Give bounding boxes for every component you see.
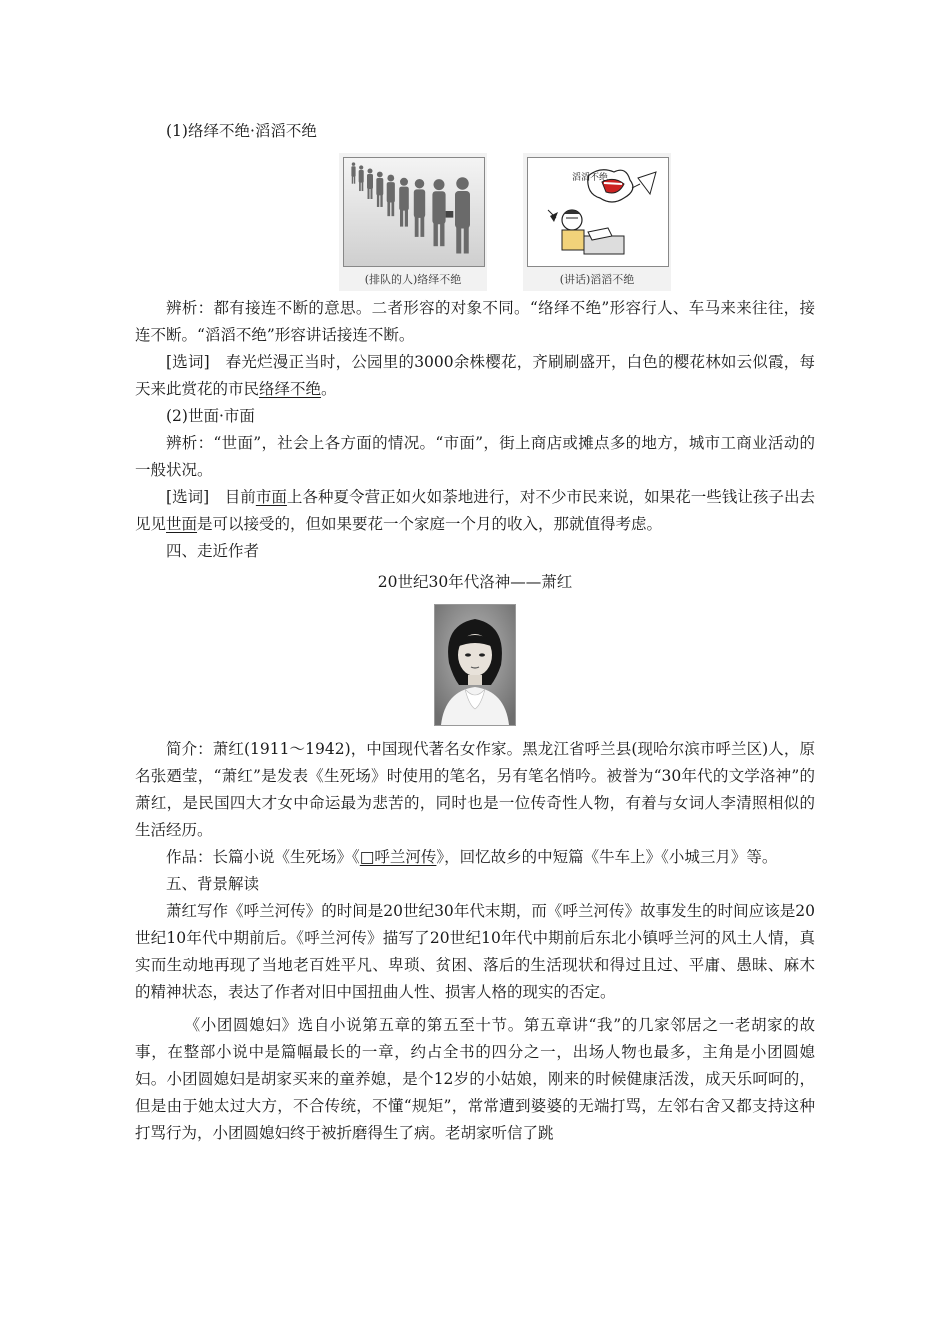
author-intro: 简介：萧红(1911～1942)，中国现代著名女作家。黑龙江省呼兰县(现哈尔滨市呼兰区)人，原名张廼莹，“萧红”是发表《生死场》时使用的笔名，另有笔名悄吟。被誉为“30年代的文学洛神”的萧红，是民国四大才女中命运最为悲苦的，同时也是一位传奇性人物，有着与女词人李清照相似的生活经历。	[135, 740, 815, 839]
queue-of-people-illustration	[343, 157, 485, 267]
section2-example: [选词] 目前市面上各种夏令营正如火如荼地进行，对不少市民来说，如果花一些钱让孩子出去见见世面是可以接受的，但如果要花一个家庭一个月的收入，那就值得考虑。	[135, 488, 815, 533]
section2-heading: (2)世面·市面	[166, 407, 255, 425]
section1-heading: (1)络绎不绝·滔滔不绝	[166, 122, 317, 140]
xiao-hong-portrait	[434, 604, 516, 726]
speech-text: 滔滔不绝	[572, 173, 609, 183]
figure-talking	[523, 153, 671, 291]
section1-analysis: 辨析：都有接连不断的意思。二者形容的对象不同。“络绎不绝”形容行人、车马来来往往，接连不断。“滔滔不绝”形容讲话接连不断。	[135, 299, 815, 344]
talking-cartoon-illustration	[527, 157, 669, 267]
figure-queue	[339, 153, 487, 291]
section5-heading: 五、背景解读	[166, 875, 260, 893]
section4-heading: 四、走近作者	[166, 542, 260, 560]
figure-caption: (讲话)滔滔不绝	[559, 273, 635, 286]
background-para-2: 《小团圆媳妇》选自小说第五章的第五至十节。第五章讲“我”的几家邻居之一老胡家的故事，在整部小说中是篇幅最长的一章，约占全书的四分之一，出场人物也最多，主角是小团圆媳妇。小团圆媳妇是胡家买来的童养媳，是个12岁的小姑娘，刚来的时候健康活泼，成天乐呵呵的，但是由于她太过大方，不合传统，不懂“规矩”，常常遭到婆婆的无端打骂，左邻右舍又都支持这种打骂行为，小团圆媳妇终于被折磨得生了病。老胡家听信了跳	[135, 1016, 815, 1142]
figure-caption: (排队的人)络绎不绝	[364, 273, 462, 286]
author-works: 作品：长篇小说《生死场》《□呼兰河传》，回忆故乡的中短篇《牛车上》《小城三月》等。	[166, 848, 778, 866]
background-para-1: 萧红写作《呼兰河传》的时间是20世纪30年代末期，而《呼兰河传》故事发生的时间应该是20世纪10年代中期前后。《呼兰河传》描写了20世纪10年代中期前后东北小镇呼兰河的风土人情，真实而生动地再现了当地老百姓平凡、卑琐、贫困、落后的生活现状和得过且过、平庸、愚昧、麻木的精神状态，表达了作者对旧中国扭曲人性、损害人格的现实的否定。	[135, 902, 815, 1001]
section2-analysis: 辨析：“世面”，社会上各方面的情况。“市面”，街上商店或摊点多的地方，城市工商业活动的一般状况。	[135, 434, 815, 479]
underlined-work-title: □呼兰河传	[359, 848, 437, 866]
section1-example: [选词] 春光烂漫正当时，公园里的3000余株樱花，齐刷刷盛开，白色的樱花林如云似霞，每天来此赏花的市民络绎不绝。	[135, 353, 815, 398]
example-label: [选词]	[166, 353, 210, 371]
example-label: [选词]	[166, 488, 210, 506]
comparison-figures	[195, 153, 815, 291]
document-body	[135, 118, 815, 1147]
answer-word: 世面	[166, 515, 198, 533]
answer-word: 络绎不绝	[259, 380, 322, 398]
answer-word: 市面	[255, 488, 287, 506]
author-title: 20世纪30年代洛神——萧红	[377, 573, 573, 591]
